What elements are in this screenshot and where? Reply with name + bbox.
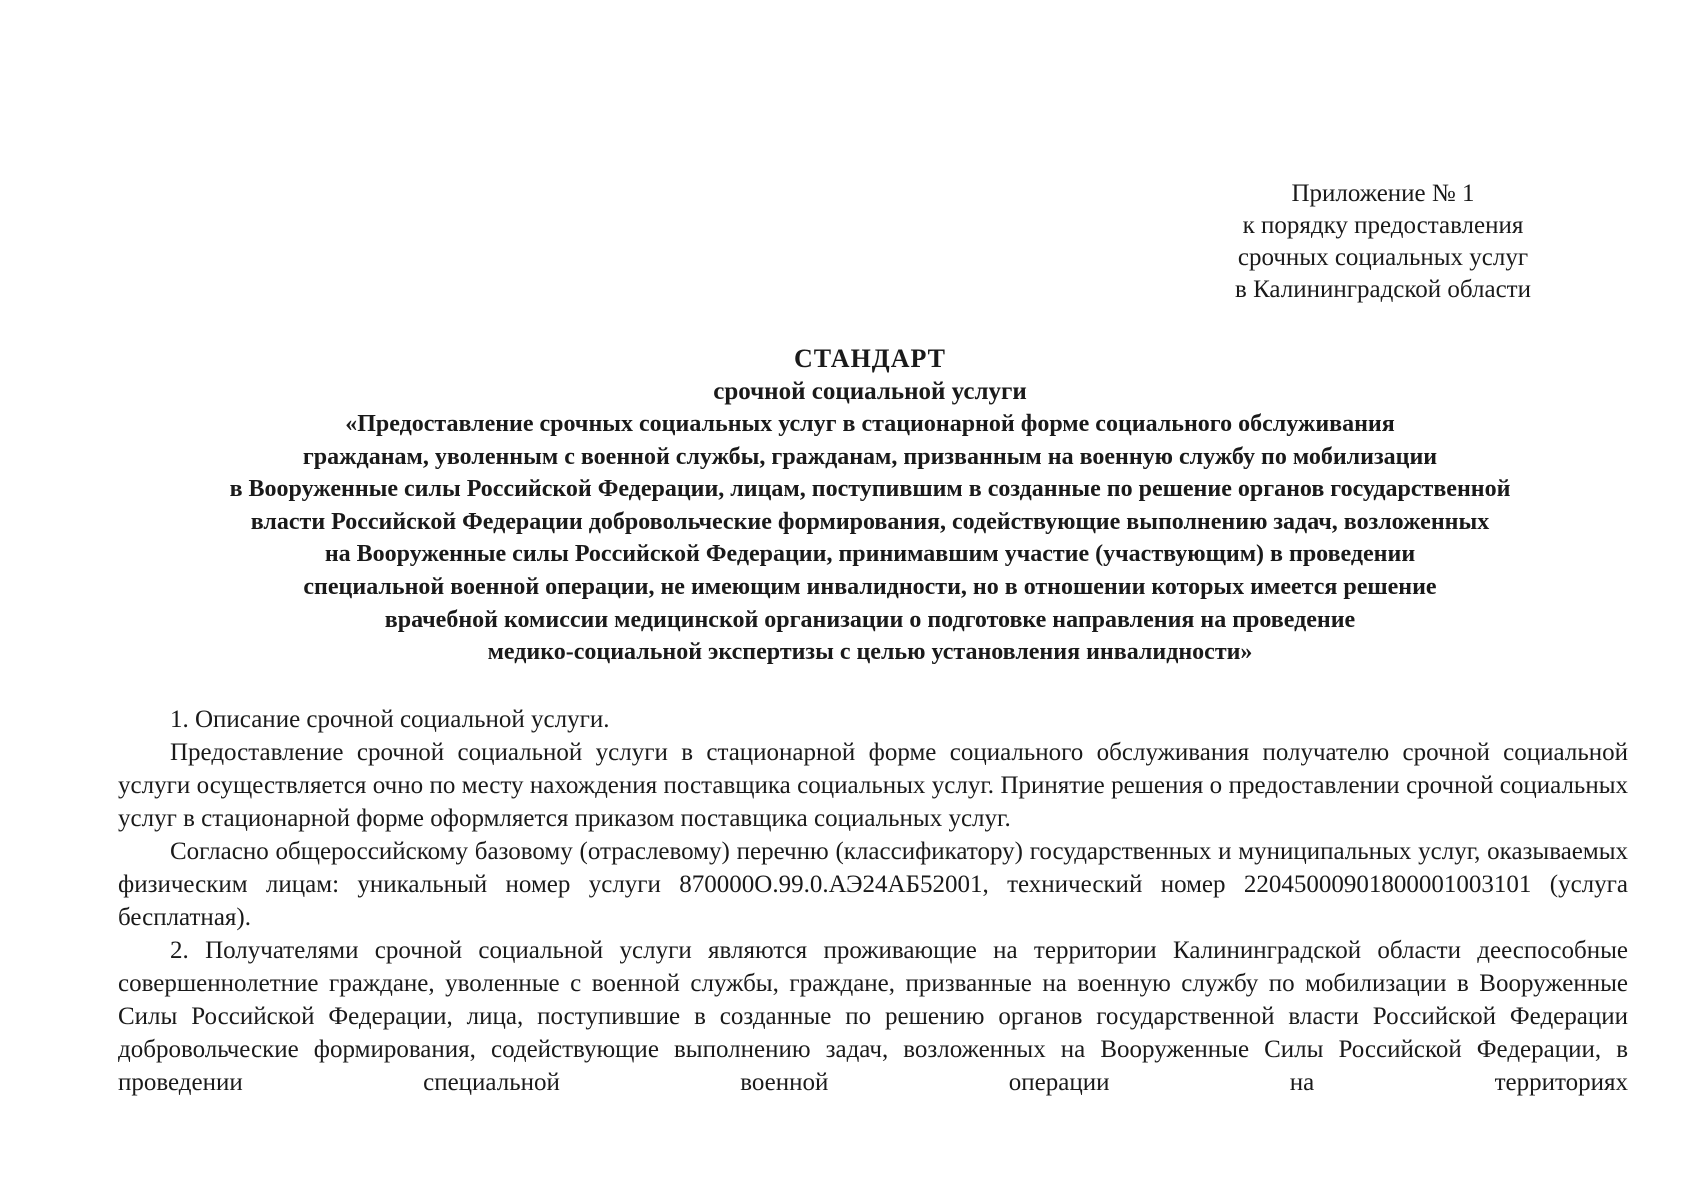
heading-line: медико-социальной экспертизы с целью установления инвалидности»	[487, 639, 1253, 666]
heading-line: «Предоставление срочных социальных услуг в стационарной форме социального обслуживания	[345, 411, 1395, 437]
document-subtitle: срочной социальной услуги	[713, 378, 1027, 405]
appendix-line: в Калининградской области	[1235, 276, 1531, 303]
paragraph: Согласно общероссийскому базовому (отраслевому) перечню (классификатору) государственных и муниципальных услуг, оказываемых физическим лицам: уникальный номер услуги 870000О.99.0.АЭ24АБ52001, технический номер 220450009018000010031​01 (услуга бесплатная).	[118, 838, 1628, 931]
paragraph: 2. Получателями срочной социальной услуги являются проживающие на территории Калининградской области дееспособные совершеннолетние граждане, уволенные с военной службы, граждане, призванные на военную службу по мобилизации в Вооруженные Силы Российской Федерации, лица, поступившие в созданные по решению органов государственной власти Российской Федерации добровольческие формирования, содействующие выполнению задач, возложенных на Вооруженные Силы Российской Федерации, в проведении специальной военной операции на территориях	[118, 937, 1628, 1096]
heading-line: в Вооруженные силы Российской Федерации, лицам, поступившим в созданные по решение органов государственной	[229, 476, 1511, 503]
heading-line: на Вооруженные силы Российской Федерации, принимавшим участие (участвующим) в проведении	[324, 541, 1416, 568]
document-heading	[110, 342, 1630, 669]
heading-line: врачебной комиссии медицинской организации о подготовке направления на проведение	[384, 606, 1356, 633]
heading-line: власти Российской Федерации добровольческие формирования, содействующие выполнению задач, возложенных	[250, 508, 1490, 535]
document-title: СТАНДАРТ	[793, 344, 947, 373]
paragraph: Предоставление срочной социальной услуги в стационарной форме социального обслуживания получателю срочной социальной услуги осуществляется очно по месту нахождения поставщика социальных услуг. Принятие решения о предоставлении срочной социальных услуг в стационарной форме оформляется приказом поставщика социальных услуг.	[118, 739, 1628, 832]
appendix-line: Приложение № 1	[1291, 180, 1475, 207]
document-body	[118, 703, 1628, 1099]
heading-line: специальной военной операции, не имеющим инвалидности, но в отношении которых имеется решение	[303, 573, 1437, 600]
appendix-line: срочных социальных услуг	[1237, 244, 1529, 271]
appendix-line: к порядку предоставления	[1242, 212, 1524, 239]
section-title: 1. Описание срочной социальной услуги.	[170, 706, 610, 733]
appendix-reference	[1153, 178, 1613, 306]
heading-line: гражданам, уволенным с военной службы, гражданам, призванным на военную службу по мобилизации	[302, 443, 1438, 470]
